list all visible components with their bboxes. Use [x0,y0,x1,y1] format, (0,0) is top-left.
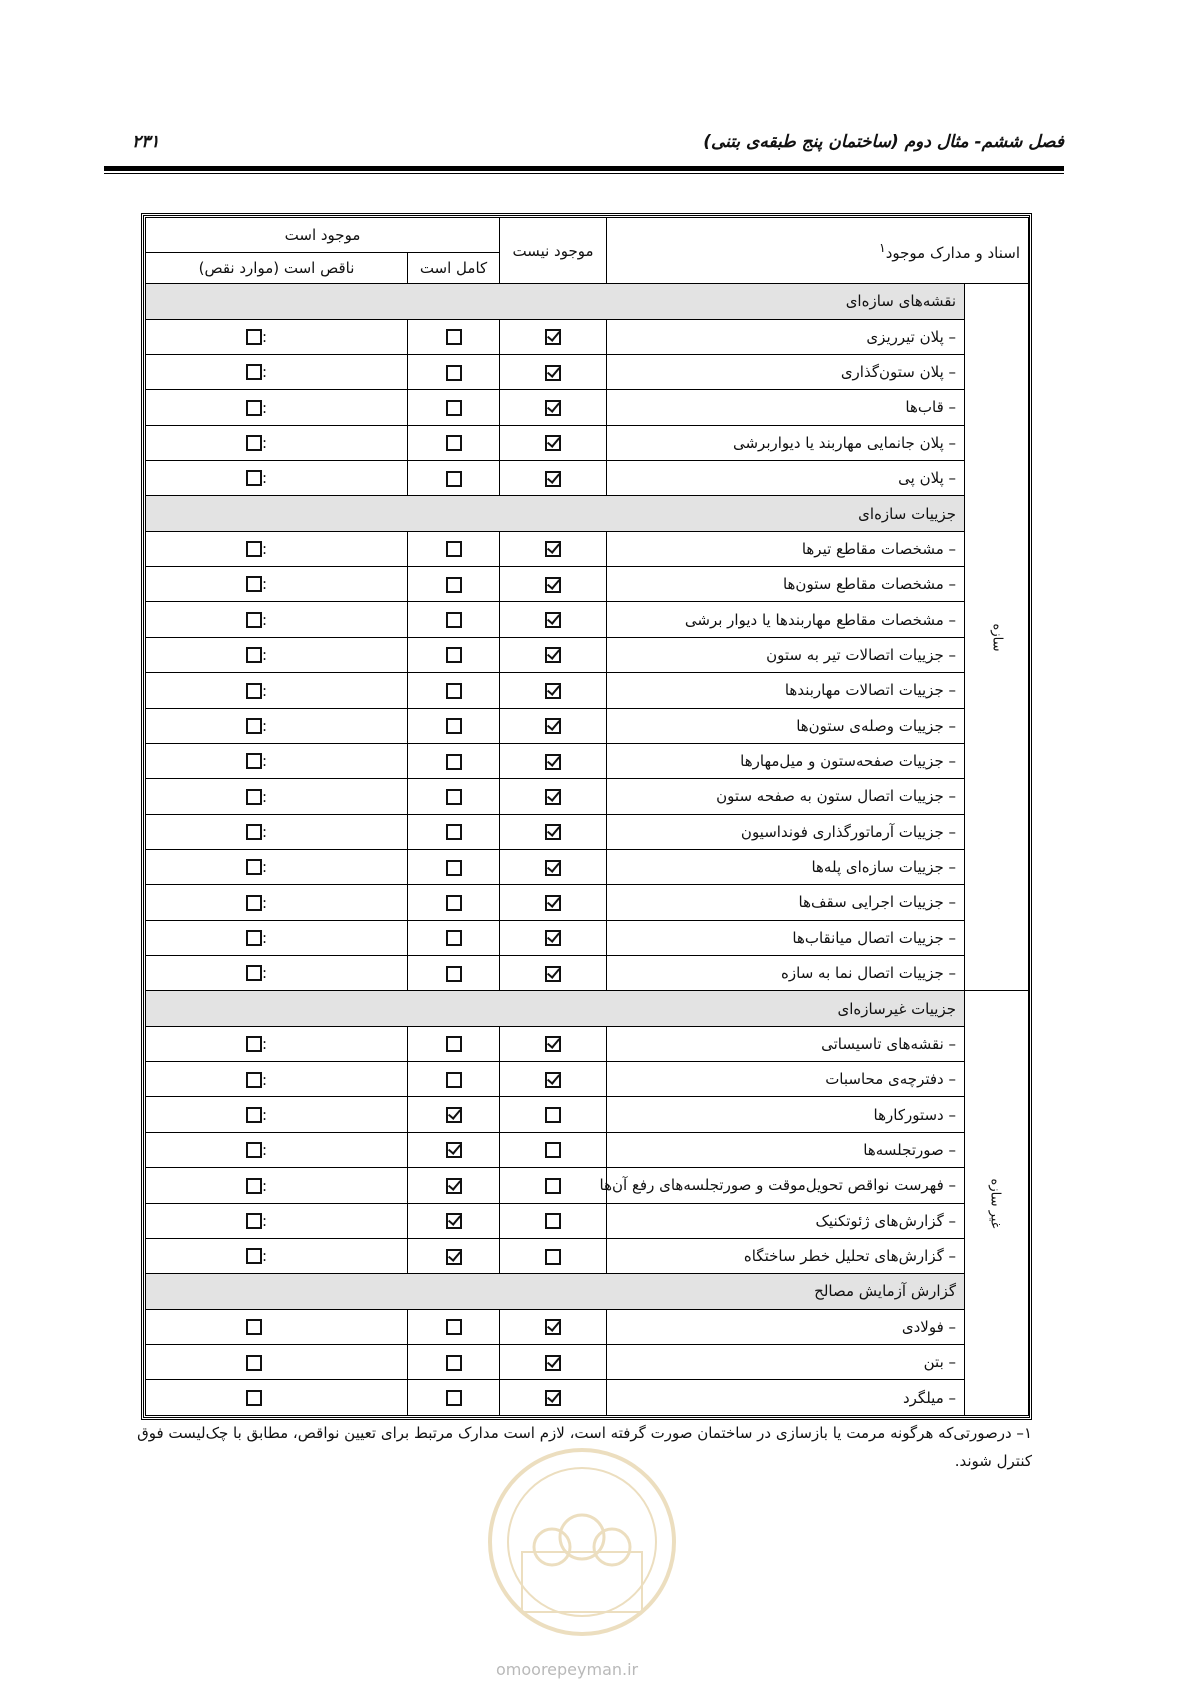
deficits-cell[interactable] [146,673,408,708]
table-row [146,956,1029,991]
deficit-colon: : [262,469,268,488]
complete-checkbox[interactable] [446,860,462,876]
incomplete-checkbox[interactable] [246,859,262,875]
complete-checkbox[interactable] [446,1213,462,1229]
document-item-label: – مشخصات مقاطع تیرها [607,531,965,566]
document-item-label: – جزییات اتصال میانقاب‌ها [607,920,965,955]
complete-checkbox[interactable] [446,789,462,805]
deficit-colon: : [262,681,268,700]
deficits-cell[interactable] [146,708,408,743]
table-row [146,814,1029,849]
document-item-label: – پلان ستون‌گذاری [607,354,965,389]
document-item-label: – جزییات وصله‌ی ستون‌ها [607,708,965,743]
not-available-checkbox[interactable] [545,1036,561,1052]
section-title: گزارش آزمایش مصالح [146,1274,965,1309]
document-item-label: – جزییات اجرایی سقف‌ها [607,885,965,920]
not-available-checkbox[interactable] [545,577,561,593]
table-row [146,1026,1029,1061]
table-row [146,885,1029,920]
deficits-cell[interactable] [146,602,408,637]
deficits-cell[interactable] [146,1168,408,1203]
section-row [146,991,1029,1026]
not-available-checkbox[interactable] [545,365,561,381]
document-item-label: – مشخصات مقاطع ستون‌ها [607,567,965,602]
table-row [146,354,1029,389]
deficit-colon: : [262,363,268,382]
not-available-checkbox[interactable] [545,1249,561,1265]
incomplete-checkbox[interactable] [246,470,262,486]
deficits-cell[interactable] [146,1097,408,1132]
incomplete-checkbox[interactable] [246,1319,262,1335]
document-item-label: – جزییات اتصال ستون به صفحه ستون [607,779,965,814]
not-available-checkbox[interactable] [545,718,561,734]
deficits-cell[interactable] [146,319,408,354]
deficits-cell[interactable] [146,1062,408,1097]
deficit-colon: : [262,716,268,735]
available-header: موجود است [146,218,500,253]
complete-checkbox[interactable] [446,1249,462,1265]
not-available-checkbox[interactable] [545,1107,561,1123]
header-rule [104,166,1064,171]
incomplete-checkbox[interactable] [246,1390,262,1406]
deficit-colon: : [262,752,268,771]
incomplete-checkbox[interactable] [246,1142,262,1158]
complete-checkbox[interactable] [446,754,462,770]
deficit-colon: : [262,1070,268,1089]
document-item-label: – مشخصات مقاطع مهاربندها یا دیوار برشی [607,602,965,637]
deficit-colon: : [262,646,268,665]
incomplete-checkbox[interactable] [246,965,262,981]
not-available-checkbox[interactable] [545,329,561,345]
incomplete-checkbox[interactable] [246,612,262,628]
complete-checkbox[interactable] [446,1142,462,1158]
document-item-label: – دستورکارها [607,1097,965,1132]
table-row [146,849,1029,884]
deficit-colon: : [262,434,268,453]
document-item-label: – گزارش‌های تحلیل خطر ساختگاه [607,1238,965,1273]
not-available-checkbox[interactable] [545,435,561,451]
complete-checkbox[interactable] [446,577,462,593]
section-row [146,496,1029,531]
not-available-checkbox[interactable] [545,541,561,557]
deficit-colon: : [262,893,268,912]
not-available-checkbox[interactable] [545,824,561,840]
not-available-checkbox[interactable] [545,647,561,663]
deficits-cell[interactable] [146,1344,408,1379]
document-item-label: – پلان جانمایی مهاربند یا دیواربرشی [607,425,965,460]
complete-checkbox[interactable] [446,930,462,946]
document-item-label: – میلگرد [607,1380,965,1416]
section-title: جزییات غیرسازه‌ای [146,991,965,1026]
complete-checkbox[interactable] [446,824,462,840]
incomplete-checkbox[interactable] [246,1178,262,1194]
document-item-label: – جزییات اتصالات مهاربندها [607,673,965,708]
deficits-cell[interactable] [146,814,408,849]
table-row [146,920,1029,955]
deficits-cell[interactable] [146,779,408,814]
incomplete-checkbox[interactable] [246,400,262,416]
incomplete-checkbox[interactable] [246,1248,262,1264]
deficit-colon: : [262,327,268,346]
not-available-checkbox[interactable] [545,1390,561,1406]
incomplete-checkbox[interactable] [246,1072,262,1088]
deficit-colon: : [262,1141,268,1160]
table-row [146,1203,1029,1238]
side-category-label: سازه [965,284,1029,991]
table-row [146,425,1029,460]
document-item-label: – پلان تیرریزی [607,319,965,354]
not-available-checkbox[interactable] [545,612,561,628]
deficits-cell[interactable] [146,531,408,566]
document-item-label: – جزییات سازه‌ای پله‌ها [607,849,965,884]
not-available-checkbox[interactable] [545,966,561,982]
deficit-colon: : [262,398,268,417]
deficit-colon: : [262,787,268,806]
document-item-label: – بتن [607,1344,965,1379]
deficit-colon: : [262,1176,268,1195]
table-row [146,319,1029,354]
deficits-cell[interactable] [146,354,408,389]
complete-checkbox[interactable] [446,1072,462,1088]
table-row [146,1309,1029,1344]
complete-checkbox[interactable] [446,966,462,982]
incomplete-checkbox[interactable] [246,1107,262,1123]
deficits-cell[interactable] [146,1309,408,1344]
section-row [146,284,1029,319]
document-item-label: – جزییات اتصال نما به سازه [607,956,965,991]
complete-checkbox[interactable] [446,612,462,628]
table-row [146,1132,1029,1167]
not-available-checkbox[interactable] [545,1142,561,1158]
complete-checkbox[interactable] [446,329,462,345]
incomplete-checkbox[interactable] [246,753,262,769]
not-available-checkbox[interactable] [545,1355,561,1371]
deficit-colon: : [262,610,268,629]
complete-checkbox[interactable] [446,435,462,451]
deficits-cell[interactable] [146,920,408,955]
incomplete-checkbox[interactable] [246,718,262,734]
not-available-checkbox[interactable] [545,930,561,946]
incomplete-checkbox[interactable] [246,789,262,805]
deficits-cell[interactable] [146,390,408,425]
section-title: جزییات سازه‌ای [146,496,965,531]
table-row [146,637,1029,672]
complete-checkbox[interactable] [446,895,462,911]
deficits-cell[interactable] [146,885,408,920]
table-row [146,531,1029,566]
table-row [146,779,1029,814]
complete-checkbox[interactable] [446,683,462,699]
complete-checkbox[interactable] [446,1036,462,1052]
document-item-label: – فهرست نواقص تحویل‌موقت و صورتجلسه‌های رفع آن‌ها [607,1168,965,1203]
deficits-cell[interactable] [146,425,408,460]
incomplete-checkbox[interactable] [246,364,262,380]
watermark-logo [482,1442,682,1642]
table-row [146,460,1029,495]
deficits-cell[interactable] [146,460,408,495]
not-available-checkbox[interactable] [545,789,561,805]
page-number: ۲۳۱ [132,132,160,152]
deficits-cell[interactable] [146,567,408,602]
deficit-colon: : [262,858,268,877]
not-available-checkbox[interactable] [545,754,561,770]
deficit-colon: : [262,929,268,948]
not-available-checkbox[interactable] [545,895,561,911]
incomplete-checkbox[interactable] [246,1355,262,1371]
incomplete-checkbox[interactable] [246,329,262,345]
section-row [146,1274,1029,1309]
page-header [104,128,1064,164]
table-row [146,743,1029,778]
deficits-cell[interactable] [146,1203,408,1238]
deficit-colon: : [262,1035,268,1054]
document-item-label: – پلان پی [607,460,965,495]
table-row [146,673,1029,708]
complete-header: کامل است [408,252,500,283]
complete-checkbox[interactable] [446,1390,462,1406]
table-row [146,1238,1029,1273]
document-item-label: – گزارش‌های ژئوتکنیک [607,1203,965,1238]
document-item-label: – جزییات اتصالات تیر به ستون [607,637,965,672]
document-item-label: – صورتجلسه‌ها [607,1132,965,1167]
complete-checkbox[interactable] [446,1107,462,1123]
deficit-colon: : [262,540,268,559]
not-available-checkbox[interactable] [545,400,561,416]
complete-checkbox[interactable] [446,400,462,416]
side-category-label: غیر سازه [965,991,1029,1416]
complete-checkbox[interactable] [446,1355,462,1371]
document-item-label: – فولادی [607,1309,965,1344]
deficits-cell[interactable] [146,1238,408,1273]
incomplete-checkbox[interactable] [246,824,262,840]
document-item-label: – دفترچه‌ی محاسبات [607,1062,965,1097]
complete-checkbox[interactable] [446,647,462,663]
complete-checkbox[interactable] [446,541,462,557]
not-available-checkbox[interactable] [545,471,561,487]
deficits-cell[interactable] [146,1132,408,1167]
deficits-cell[interactable] [146,849,408,884]
complete-checkbox[interactable] [446,1319,462,1335]
complete-checkbox[interactable] [446,1178,462,1194]
incomplete-checkbox[interactable] [246,576,262,592]
table-row [146,1097,1029,1132]
document-item-label: – جزییات آرماتورگذاری فونداسیون [607,814,965,849]
incomplete-checkbox[interactable] [246,435,262,451]
incomplete-checkbox[interactable] [246,647,262,663]
deficit-colon: : [262,1211,268,1230]
incomplete-checkbox[interactable] [246,895,262,911]
deficits-cell[interactable] [146,1380,408,1416]
incomplete-checkbox[interactable] [246,930,262,946]
document-item-label: – جزییات صفحه‌ستون و میل‌مهارها [607,743,965,778]
not-available-header: موجود نیست [500,218,607,284]
not-available-checkbox[interactable] [545,1319,561,1335]
incomplete-checkbox[interactable] [246,541,262,557]
complete-checkbox[interactable] [446,365,462,381]
document-item-label: – قاب‌ها [607,390,965,425]
table-row [146,1380,1029,1416]
complete-checkbox[interactable] [446,471,462,487]
not-available-checkbox[interactable] [545,860,561,876]
table-row [146,602,1029,637]
table-row [146,708,1029,743]
not-available-checkbox[interactable] [545,683,561,699]
deficit-colon: : [262,1247,268,1266]
deficit-colon: : [262,1105,268,1124]
table-row [146,1344,1029,1379]
not-available-checkbox[interactable] [545,1178,561,1194]
table-row [146,567,1029,602]
header-rule-thin [104,173,1064,174]
table-row [146,1168,1029,1203]
footnote: ۱– درصورتی‌که هرگونه مرمت یا بازسازی در ساختمان صورت گرفته است، لازم است مدارک مرتبط برای تعیین نواقص، مطابق با چک‌لیست فوق کنترل شوند. [137,1424,1032,1470]
complete-checkbox[interactable] [446,718,462,734]
documents-checklist-table [145,217,1029,1416]
deficits-cell[interactable] [146,637,408,672]
incomplete-checkbox[interactable] [246,683,262,699]
incomplete-checkbox[interactable] [246,1213,262,1229]
table-row [146,1062,1029,1097]
not-available-checkbox[interactable] [545,1213,561,1229]
incomplete-checkbox[interactable] [246,1036,262,1052]
deficit-colon: : [262,823,268,841]
not-available-checkbox[interactable] [545,1072,561,1088]
deficits-cell[interactable] [146,743,408,778]
deficits-cell[interactable] [146,956,408,991]
documents-header: اسناد و مدارک موجود$^۱$ [607,218,1029,284]
deficit-colon: : [262,964,268,983]
watermark-text: omoorepeyman.ir [496,1660,639,1679]
deficits-cell[interactable] [146,1026,408,1061]
section-title: نقشه‌های سازه‌ای [146,284,965,319]
table-row [146,390,1029,425]
chapter-title: فصل ششم- مثال دوم (ساختمان پنج طبقه‌ی بتنی) [703,132,1064,152]
deficit-colon: : [262,575,268,594]
document-item-label: – نقشه‌های تاسیساتی [607,1026,965,1061]
incomplete-header: ناقص است (موارد نقص) [146,252,408,283]
